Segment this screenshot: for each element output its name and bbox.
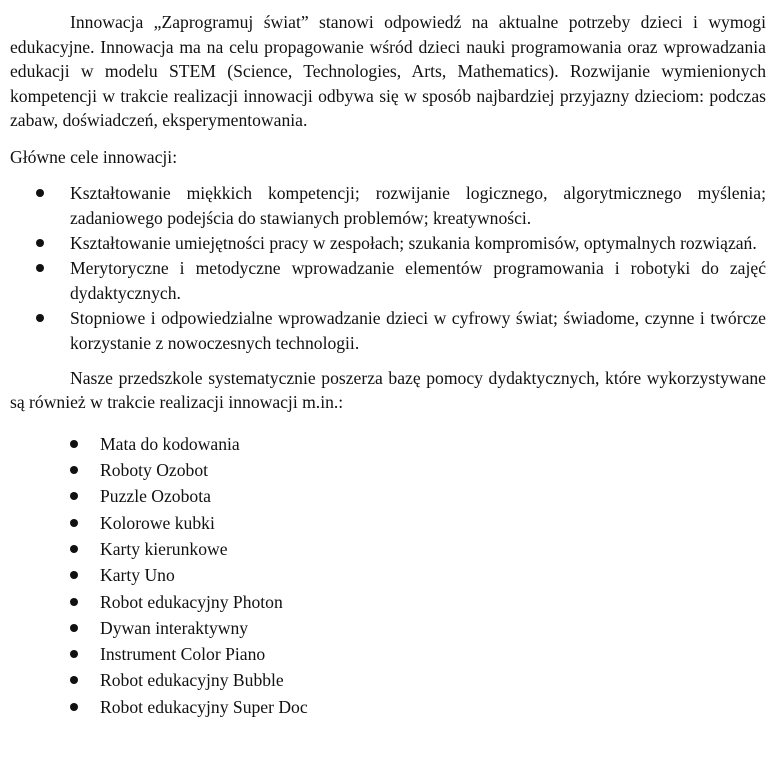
goal-text: Kształtowanie umiejętności pracy w zespołach; szukania kompromisów, optymalnych rozwiązań.: [70, 232, 757, 253]
intro-paragraph: Innowacja „Zaprogramuj świat” stanowi odpowiedź na aktualne potrzeby dzieci i wymogi edukacyjne. Innowacja ma na celu propagowanie wśród dzieci nauki programowania oraz wprowadzania edukacji w modelu STEM (Science, Technologies, Arts, Mathematics). Rozwijanie wymienionych kompetencji w trakcie realizacji innowacji odbywa się w sposób najbardziej przyjazny dzieciom: podczas zabaw, doświadczeń, eksperymentowania.: [10, 12, 766, 131]
bullet-icon: [70, 676, 78, 684]
goal-item: [10, 256, 766, 306]
aid-item: [10, 589, 766, 615]
goal-item: [10, 231, 766, 256]
aid-item: [10, 667, 766, 693]
document-body: [10, 0, 766, 720]
aid-text: Karty kierunkowe: [100, 538, 228, 559]
aid-text: Robot edukacyjny Photon: [100, 591, 283, 612]
aid-text: Robot edukacyjny Super Doc: [100, 696, 308, 717]
aid-text: Robot edukacyjny Bubble: [100, 670, 284, 691]
aids-paragraph: Nasze przedszkole systematycznie poszerza bazę pomocy dydaktycznych, które wykorzystywane są również w trakcie realizacji innowacji m.in.:: [10, 367, 766, 413]
bullet-icon: [70, 492, 78, 500]
goals-list: [10, 181, 766, 356]
goal-text: Kształtowanie miękkich kompetencji; rozwijanie logicznego, algorytmicznego myślenia; zadaniowego podejścia do stawianych problemów; kreatywności.: [70, 182, 766, 228]
aid-text: Dywan interaktywny: [100, 617, 249, 638]
aid-item: [10, 562, 766, 588]
aid-text: Roboty Ozobot: [100, 460, 209, 481]
goal-text: Merytoryczne i metodyczne wprowadzanie elementów programowania i robotyki do zajęć dydaktycznych.: [70, 257, 766, 303]
bullet-icon: [36, 239, 44, 247]
bullet-icon: [70, 440, 78, 448]
bullet-icon: [36, 264, 44, 272]
bullet-icon: [70, 571, 78, 579]
aid-item: [10, 615, 766, 641]
bullet-icon: [70, 519, 78, 527]
bullet-icon: [70, 545, 78, 553]
bullet-icon: [70, 703, 78, 711]
goal-text: Stopniowe i odpowiedzialne wprowadzanie dzieci w cyfrowy świat; świadome, czynne i twórcze korzystanie z nowoczesnych technologii.: [70, 307, 766, 353]
aid-item: [10, 431, 766, 457]
aid-text: Instrument Color Piano: [100, 644, 266, 665]
aid-item: [10, 694, 766, 720]
bullet-icon: [70, 624, 78, 632]
aid-text: Mata do kodowania: [100, 433, 240, 454]
aids-list: [10, 431, 766, 720]
goals-heading: Główne cele innowacji:: [10, 146, 178, 167]
aid-text: Puzzle Ozobota: [100, 486, 211, 507]
aid-item: [10, 457, 766, 483]
aid-item: [10, 641, 766, 667]
bullet-icon: [70, 598, 78, 606]
aid-item: [10, 483, 766, 509]
aid-text: Karty Uno: [100, 565, 175, 586]
goal-item: [10, 306, 766, 356]
bullet-icon: [36, 314, 44, 322]
aid-item: [10, 536, 766, 562]
bullet-icon: [36, 189, 44, 197]
aid-item: [10, 510, 766, 536]
goal-item: [10, 181, 766, 231]
bullet-icon: [70, 466, 78, 474]
bullet-icon: [70, 650, 78, 658]
aid-text: Kolorowe kubki: [100, 512, 215, 533]
